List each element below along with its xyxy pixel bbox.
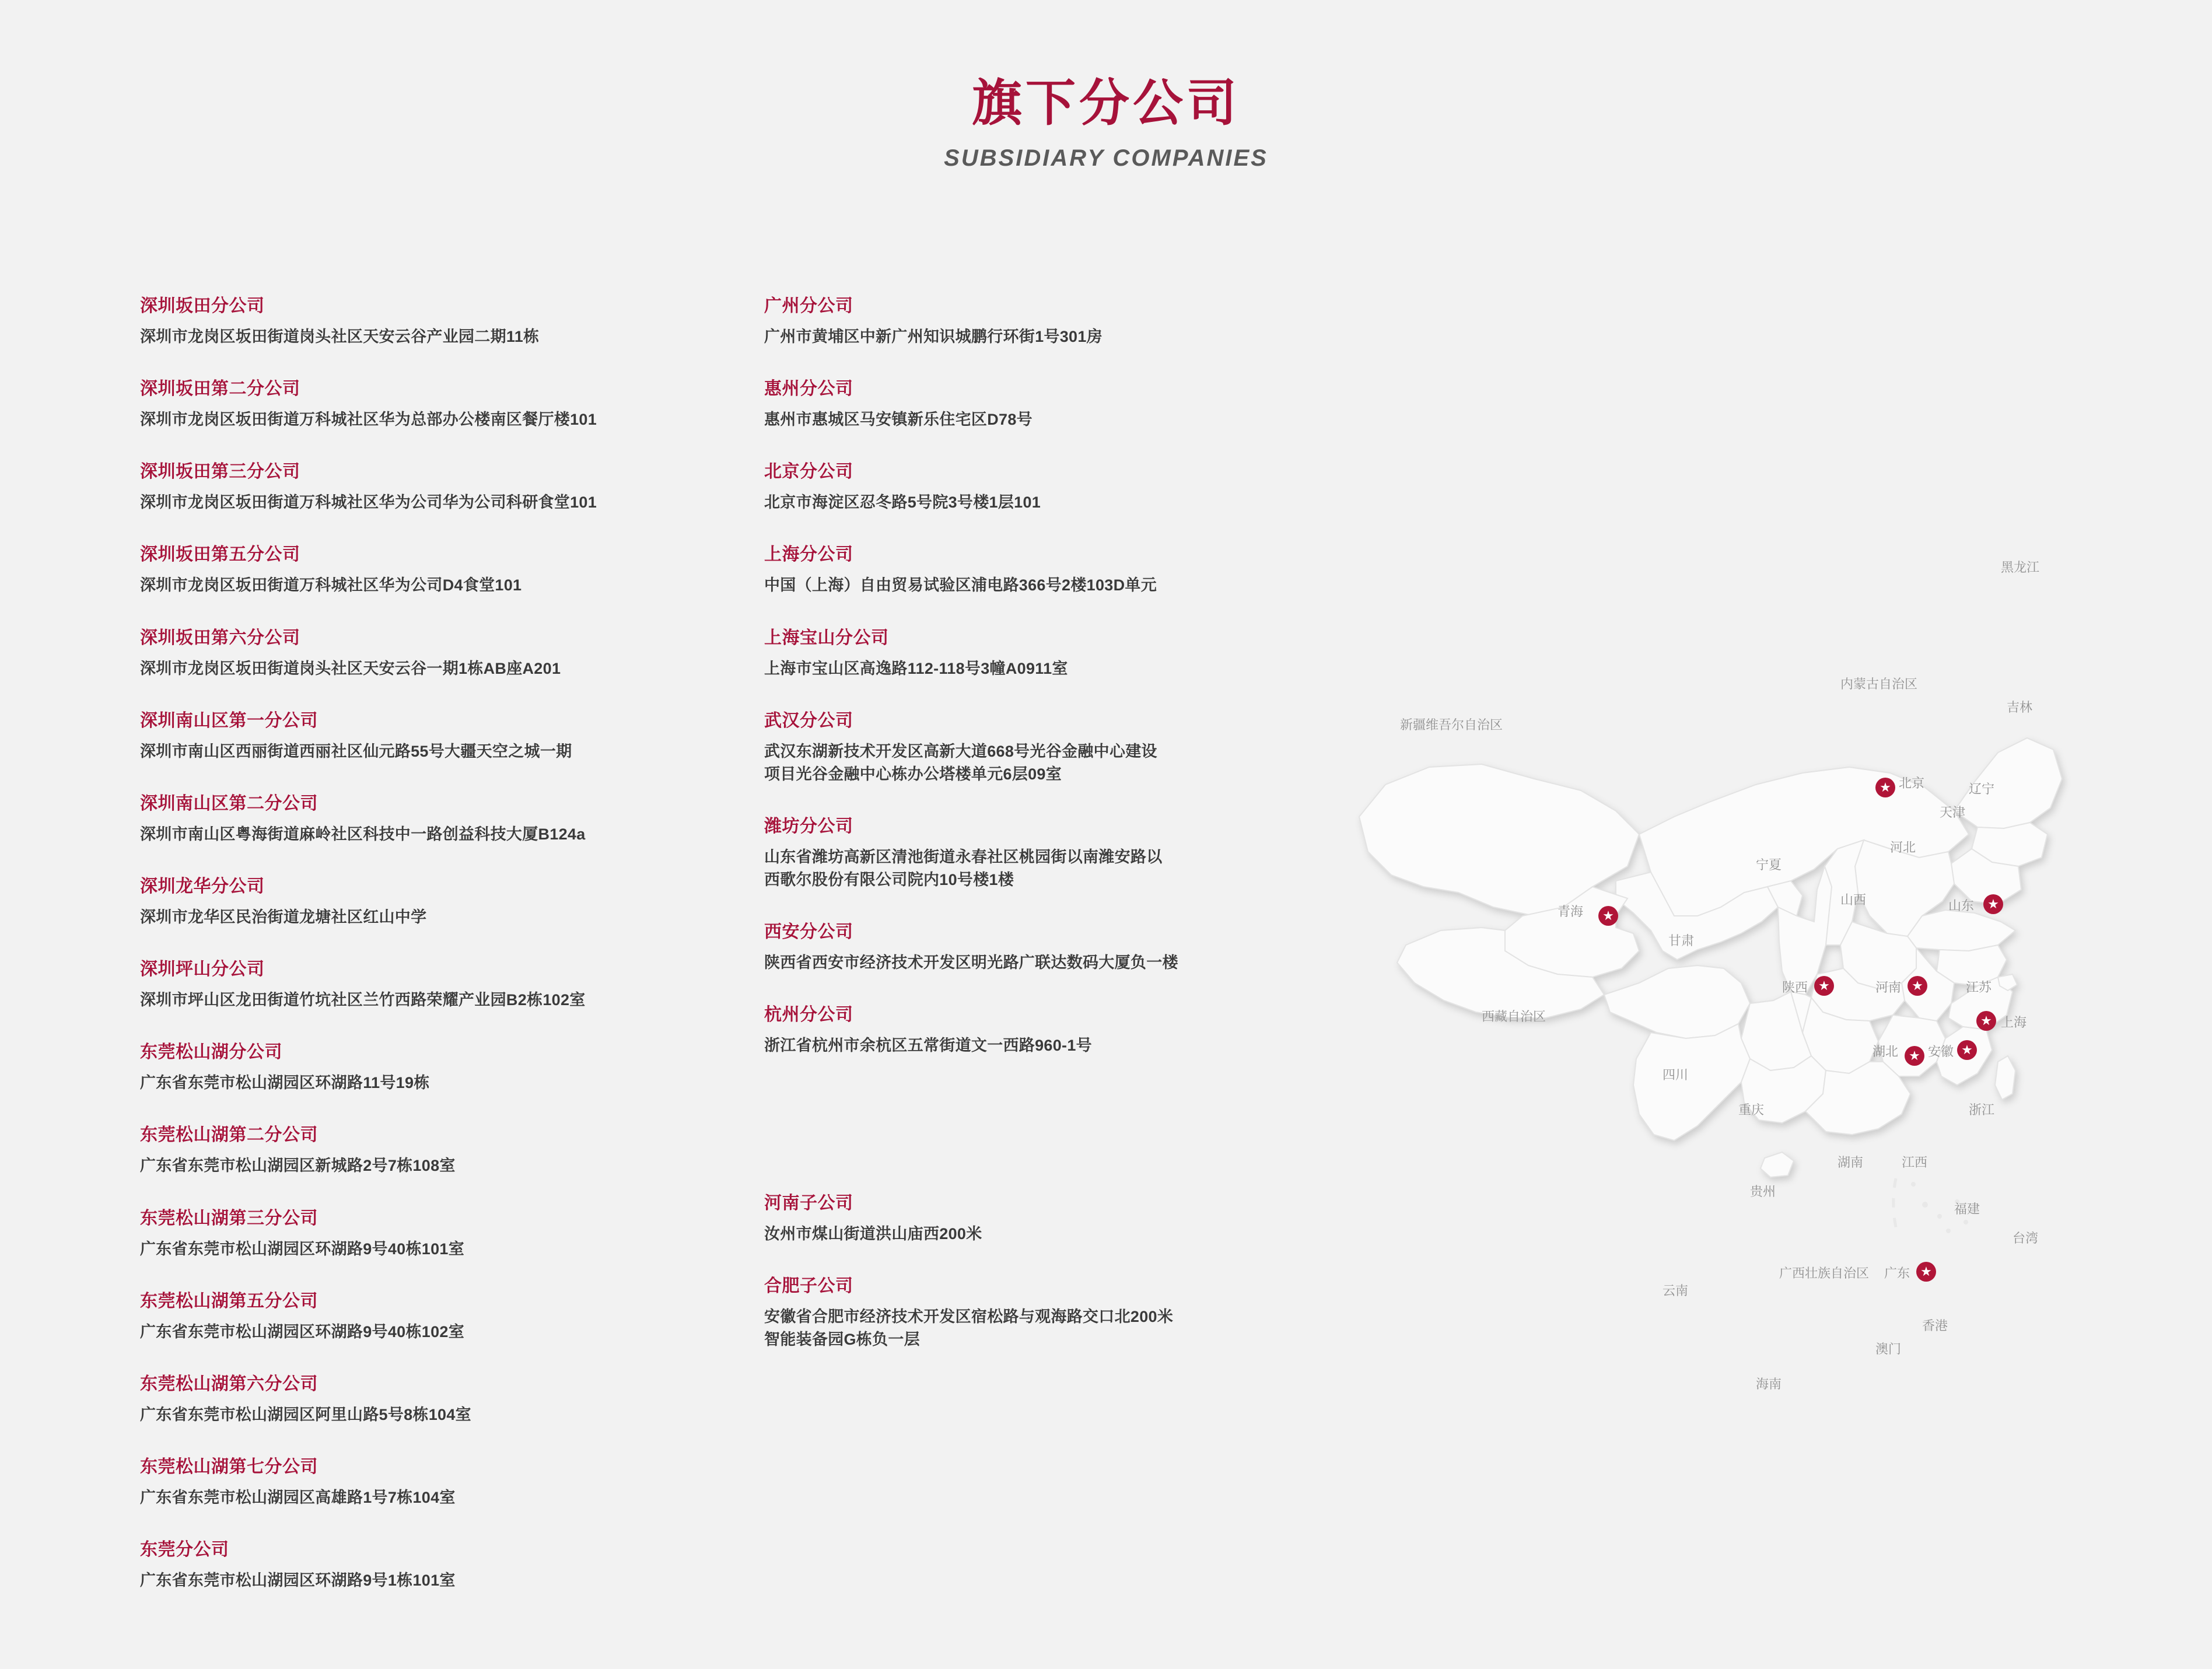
branch-address-line2: 西歌尔股份有限公司院内10号楼1楼 [764, 871, 1014, 889]
branch-address: 广东省东莞市松山湖园区高雄路1号7栋104室 [140, 1488, 456, 1506]
branch-address: 浙江省杭州市余杭区五常街道文一西路960-1号 [764, 1037, 1092, 1055]
branch-address: 广东省东莞市松山湖园区环湖路9号40栋101室 [140, 1240, 464, 1258]
page-title: 旗下分公司 [972, 75, 1240, 131]
branch-entry-left-12 [140, 1290, 723, 1343]
map-marker-star-icon[interactable]: ★ [1916, 1262, 1936, 1282]
branch-name: 东莞松山湖第二分公司 [140, 1125, 318, 1145]
province-label: 台湾 [2013, 1231, 2039, 1245]
province-label: 青海 [1558, 904, 1584, 919]
branch-entry-left-10 [140, 1124, 723, 1177]
province-label: 福建 [1954, 1202, 1980, 1216]
branch-address: 北京市海淀区忍冬路5号院3号楼1层101 [764, 494, 1041, 512]
province-label: 浙江 [1969, 1103, 1995, 1117]
branch-name: 东莞松山湖第六分公司 [140, 1374, 318, 1394]
province-label: 湖北 [1873, 1044, 1899, 1059]
branch-entry-right-1 [764, 377, 1348, 431]
column-spacer [764, 1087, 1348, 1192]
branch-address: 深圳市南山区粤海街道麻岭社区科技中一路创益科技大厦B124a [140, 825, 586, 843]
branch-name: 广州分公司 [764, 296, 853, 316]
province-label: 河北 [1890, 840, 1916, 855]
branch-address: 上海市宝山区高逸路112-118号3幢A0911室 [764, 659, 1068, 677]
province-label: 辽宁 [1969, 782, 1995, 796]
branch-entry-left-7 [140, 875, 723, 929]
province-label: 天津 [1940, 805, 1966, 820]
branch-name: 深圳坂田第二分公司 [140, 379, 300, 399]
province-label: 云南 [1662, 1283, 1689, 1298]
province-label: 吉林 [2007, 700, 2033, 715]
province-label: 贵州 [1750, 1184, 1776, 1199]
branch-entry-left-1 [140, 377, 723, 431]
branch-address: 深圳市龙华区民治街道龙塘社区红山中学 [140, 908, 427, 926]
branch-name: 潍坊分公司 [764, 816, 853, 836]
branch-name: 深圳坂田第五分公司 [140, 545, 300, 565]
branch-entry-left-3 [140, 543, 723, 597]
branch-address-line2: 项目光谷金融中心栋办公塔楼单元6层09室 [764, 765, 1062, 783]
branch-entry-left-2 [140, 460, 723, 514]
map-marker-star-icon[interactable]: ★ [1598, 906, 1618, 926]
branch-address: 深圳市南山区西丽街道西丽社区仙元路55号大疆天空之城一期 [140, 742, 572, 760]
branch-name: 深圳坪山分公司 [140, 960, 265, 979]
china-map [1289, 350, 2152, 1517]
branch-name: 杭州分公司 [764, 1005, 853, 1025]
china-map-svg [1289, 350, 2152, 1517]
branch-address: 深圳市龙岗区坂田街道岗头社区天安云谷产业园二期11栋 [140, 328, 540, 345]
province-label: 海南 [1756, 1377, 1782, 1391]
province-label: 四川 [1662, 1068, 1689, 1082]
page-subtitle: SUBSIDIARY COMPANIES [944, 145, 1268, 171]
branch-entry-right-8 [764, 1003, 1348, 1057]
province-label: 黑龙江 [2001, 560, 2040, 575]
map-marker-star-icon[interactable]: ★ [1983, 894, 2003, 914]
map-marker-star-icon[interactable]: ★ [1875, 778, 1895, 797]
branch-name: 合肥子公司 [764, 1276, 853, 1296]
branch-entry-left-6 [140, 792, 723, 846]
branch-address-line2: 智能装备园G栋负一层 [764, 1330, 921, 1348]
branch-entry-right-6 [764, 815, 1348, 891]
branch-entry-left-13 [140, 1373, 723, 1426]
map-marker-star-icon[interactable]: ★ [1905, 1046, 1924, 1066]
branch-address: 广东省东莞市松山湖园区新城路2号7栋108室 [140, 1157, 456, 1175]
branch-entry-left-0 [140, 295, 723, 348]
branch-entry-right-2 [764, 460, 1348, 514]
province-label: 上海 [2001, 1015, 2027, 1030]
province-label: 澳门 [1875, 1342, 1902, 1356]
branch-address: 汝州市煤山街道洪山庙西200米 [764, 1224, 982, 1243]
branch-address: 深圳市龙岗区坂田街道万科城社区华为总部办公楼南区餐厅楼101 [140, 411, 597, 429]
branch-name: 东莞松山湖第五分公司 [140, 1291, 318, 1311]
branch-name: 惠州分公司 [764, 379, 853, 399]
province-label: 重庆 [1738, 1103, 1765, 1117]
branch-name: 东莞分公司 [140, 1540, 229, 1560]
branch-name: 深圳南山区第一分公司 [140, 711, 318, 730]
province-label: 香港 [1922, 1318, 1948, 1333]
branch-address: 惠州市惠城区马安镇新乐住宅区D78号 [764, 411, 1032, 429]
page-header [0, 76, 2212, 172]
branch-name: 武汉分公司 [764, 711, 853, 730]
branch-entry-right-4 [764, 627, 1348, 680]
province-label: 湖南 [1838, 1155, 1864, 1170]
province-label: 山东 [1948, 898, 1975, 913]
branch-name: 东莞松山湖分公司 [140, 1042, 282, 1062]
branch-entry-left-8 [140, 958, 723, 1012]
map-marker-star-icon[interactable]: ★ [1908, 976, 1927, 996]
branch-address: 深圳市龙岗区坂田街道岗头社区天安云谷一期1栋AB座A201 [140, 659, 561, 677]
branch-address: 广东省东莞市松山湖园区环湖路11号19栋 [140, 1074, 430, 1092]
branch-entry-left-5 [140, 709, 723, 763]
branch-name: 深圳龙华分公司 [140, 876, 265, 896]
province-label: 广东 [1884, 1266, 1910, 1280]
province-label: 北京 [1899, 776, 1925, 790]
province-label: 内蒙古自治区 [1840, 677, 1918, 691]
branch-address: 武汉东湖新技术开发区高新大道668号光谷金融中心建设 项目光谷金融中心栋办公塔楼单元6层09室 [764, 740, 1348, 786]
branch-entry-left-15 [140, 1538, 723, 1592]
branch-entry-right-0 [764, 295, 1348, 348]
branch-name: 北京分公司 [764, 462, 853, 482]
subsidiary-entry-1 [764, 1275, 1348, 1351]
branch-name: 上海宝山分公司 [764, 628, 889, 648]
branch-entry-left-14 [140, 1455, 723, 1509]
branch-address: 深圳市坪山区龙田街道竹坑社区兰竹西路荣耀产业园B2栋102室 [140, 991, 586, 1009]
branch-address: 广东省东莞市松山湖园区环湖路9号1栋101室 [140, 1572, 456, 1590]
map-marker-star-icon[interactable]: ★ [1814, 976, 1834, 996]
province-label: 广西壮族自治区 [1779, 1266, 1870, 1280]
province-label: 江苏 [1966, 980, 1992, 995]
province-label: 宁夏 [1756, 858, 1782, 872]
branch-address: 广东省东莞市松山湖园区环湖路9号40栋102室 [140, 1322, 464, 1341]
branch-name: 东莞松山湖第三分公司 [140, 1208, 318, 1228]
branch-address: 安徽省合肥市经济技术开发区宿松路与观海路交口北200米 智能装备园G栋负一层 [764, 1306, 1348, 1351]
branch-entry-left-4 [140, 627, 723, 680]
branch-address: 陕西省西安市经济技术开发区明光路广联达数码大厦负一楼 [764, 954, 1178, 972]
branch-list-left [140, 295, 723, 1621]
province-label: 西藏自治区 [1482, 1009, 1546, 1024]
province-label: 安徽 [1928, 1044, 1954, 1059]
branch-address: 中国（上海）自由贸易试验区浦电路366号2楼103D单元 [764, 576, 1157, 594]
province-label: 甘肃 [1668, 933, 1695, 948]
branch-address: 深圳市龙岗区坂田街道万科城社区华为公司D4食堂101 [140, 576, 522, 594]
branch-name: 深圳南山区第二分公司 [140, 793, 318, 813]
branch-entry-right-3 [764, 543, 1348, 597]
province-label: 河南 [1875, 980, 1902, 995]
province-label: 江西 [1902, 1155, 1928, 1170]
province-label: 陕西 [1782, 980, 1808, 995]
branch-name: 河南子公司 [764, 1193, 853, 1213]
map-marker-star-icon[interactable]: ★ [1957, 1040, 1977, 1060]
branch-list-right [764, 295, 1348, 1380]
branch-entry-left-9 [140, 1041, 723, 1094]
subsidiary-entry-0 [764, 1192, 1348, 1245]
branch-address: 山东省潍坊高新区清池街道永春社区桃园街以南潍安路以 西歌尔股份有限公司院内10号楼1楼 [764, 846, 1348, 891]
branch-name: 上海分公司 [764, 545, 853, 565]
province-label: 山西 [1840, 893, 1867, 907]
branch-entry-right-5 [764, 709, 1348, 786]
map-marker-star-icon[interactable]: ★ [1976, 1011, 1996, 1031]
branch-address: 深圳市龙岗区坂田街道万科城社区华为公司华为公司科研食堂101 [140, 494, 597, 512]
branch-name: 深圳坂田第三分公司 [140, 462, 300, 482]
branch-name: 深圳坂田分公司 [140, 296, 265, 316]
province-label: 新疆维吾尔自治区 [1400, 718, 1503, 732]
branch-name: 深圳坂田第六分公司 [140, 628, 300, 648]
branch-address: 广东省东莞市松山湖园区阿里山路5号8栋104室 [140, 1405, 471, 1423]
branch-entry-left-11 [140, 1207, 723, 1261]
branch-entry-right-7 [764, 921, 1348, 974]
branch-name: 西安分公司 [764, 922, 853, 942]
branch-name: 东莞松山湖第七分公司 [140, 1457, 318, 1476]
branch-address: 广州市黄埔区中新广州知识城鹏行环街1号301房 [764, 328, 1102, 345]
